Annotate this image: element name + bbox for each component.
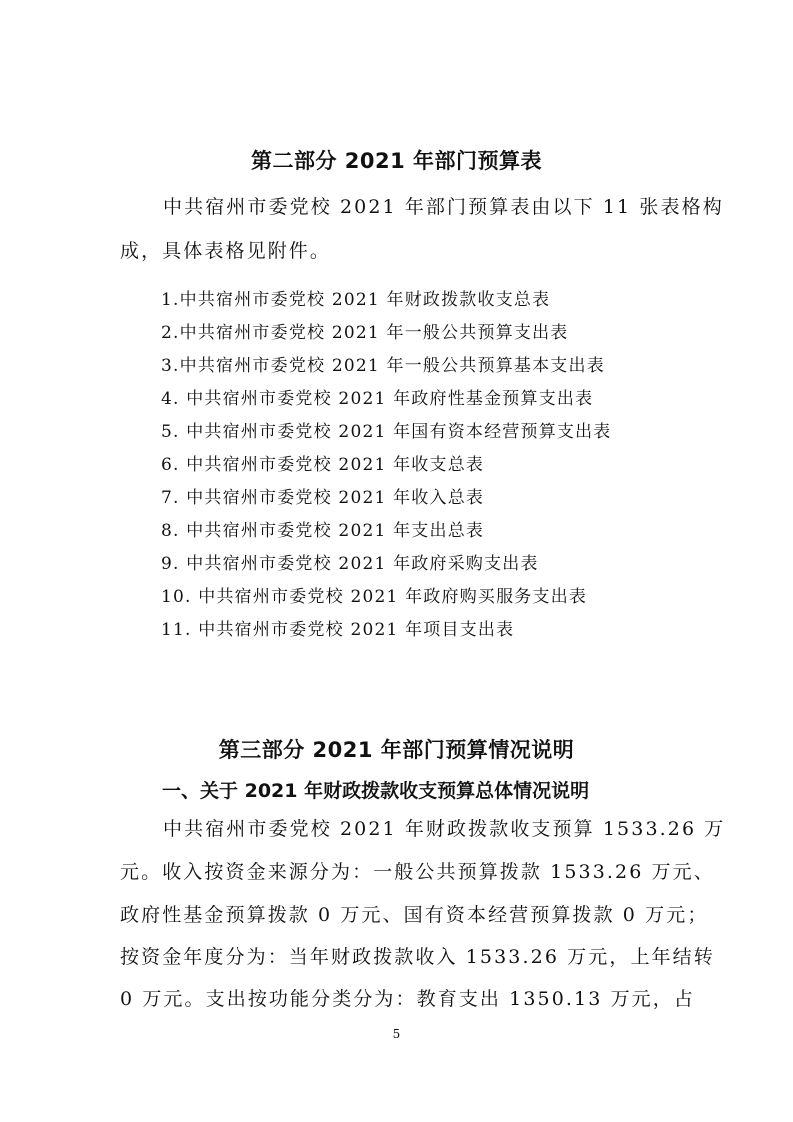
- section1-title: 一、关于 2021 年财政拨款收支预算总体情况说明: [162, 780, 590, 802]
- list-item: 7. 中共宿州市委党校 2021 年收入总表: [161, 488, 485, 508]
- list-item: 2.中共宿州市委党校 2021 年一般公共预算支出表: [161, 323, 569, 343]
- list-item: 5. 中共宿州市委党校 2021 年国有资本经营预算支出表: [161, 422, 612, 442]
- body-line: 元。收入按资金来源分为：一般公共预算拨款 1533.26 万元、: [120, 861, 715, 883]
- list-item: 10. 中共宿州市委党校 2021 年政府购买服务支出表: [161, 587, 588, 607]
- list-item: 6. 中共宿州市委党校 2021 年收支总表: [161, 455, 485, 475]
- part3-title: 第三部分 2021 年部门预算情况说明: [218, 738, 575, 762]
- part2-intro-line-1: 中共宿州市委党校 2021 年部门预算表由以下 11 张表格构: [163, 196, 724, 218]
- part2-title: 第二部分 2021 年部门预算表: [250, 149, 543, 173]
- part2-intro-line-2: 成，具体表格见附件。: [120, 240, 332, 262]
- list-item: 9. 中共宿州市委党校 2021 年政府采购支出表: [161, 554, 539, 574]
- list-item: 4. 中共宿州市委党校 2021 年政府性基金预算支出表: [161, 389, 594, 409]
- list-item: 1.中共宿州市委党校 2021 年财政拨款收支总表: [161, 290, 551, 310]
- body-line: 按资金年度分为：当年财政拨款收入 1533.26 万元，上年结转: [120, 946, 715, 968]
- body-line: 0 万元。支出按功能分类分为：教育支出 1350.13 万元，占: [120, 988, 695, 1010]
- body-line: 中共宿州市委党校 2021 年财政拨款收支预算 1533.26 万: [163, 818, 726, 840]
- list-item: 8. 中共宿州市委党校 2021 年支出总表: [161, 521, 485, 541]
- body-line: 政府性基金预算拨款 0 万元、国有资本经营预算拨款 0 万元；: [120, 904, 709, 926]
- list-item: 11. 中共宿州市委党校 2021 年项目支出表: [161, 620, 515, 640]
- page-number: 5: [392, 1027, 401, 1041]
- list-item: 3.中共宿州市委党校 2021 年一般公共预算基本支出表: [161, 356, 605, 376]
